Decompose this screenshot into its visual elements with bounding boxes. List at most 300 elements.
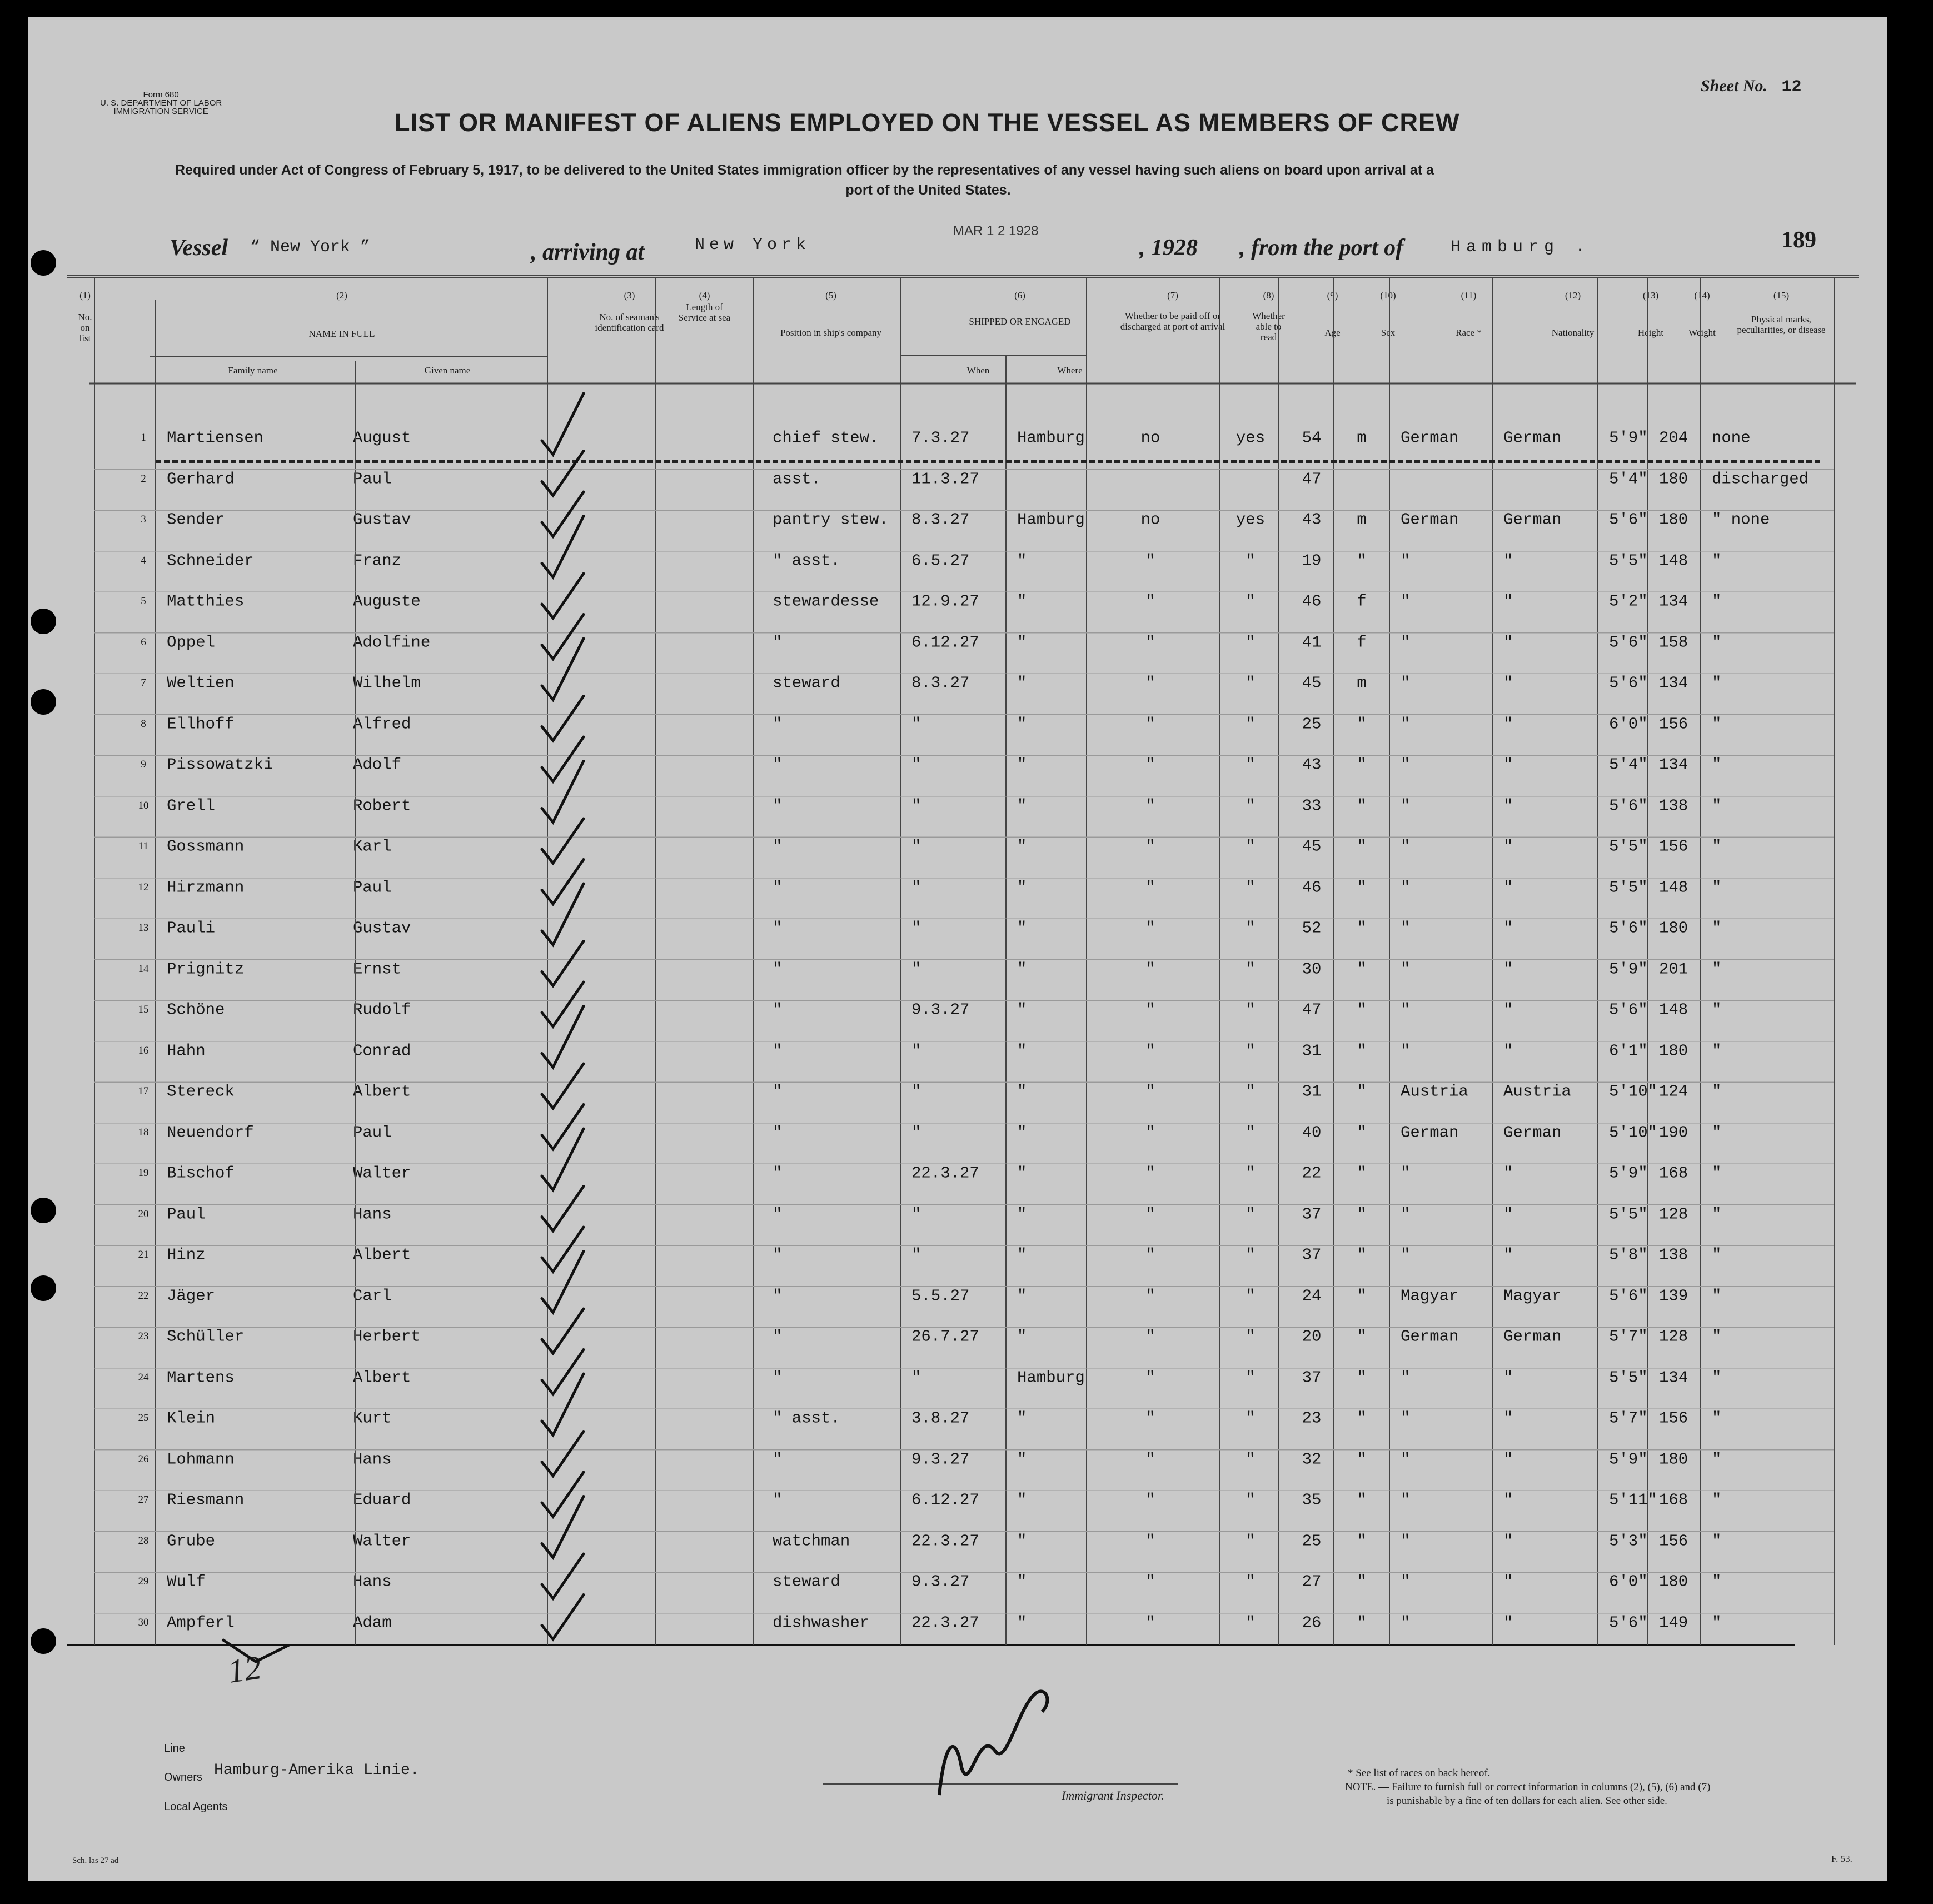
- cell-read: ": [1246, 1409, 1256, 1428]
- cell-n: 1: [141, 432, 146, 443]
- arriving-label: , arriving at: [531, 240, 645, 265]
- cell-height: 5'5": [1609, 837, 1648, 856]
- cell-race: ": [1401, 1041, 1411, 1060]
- cell-nationality: ": [1503, 1245, 1513, 1264]
- cell-race: ": [1401, 755, 1411, 774]
- cell-race: ": [1401, 1164, 1411, 1183]
- cell-age: 46: [1302, 878, 1322, 896]
- cell-paid: ": [1145, 1164, 1155, 1183]
- cell-sex: ": [1357, 1327, 1367, 1346]
- col4-header: (4) Length of Service at sea: [678, 290, 731, 323]
- cell-read: ": [1246, 1327, 1256, 1346]
- cell-race: ": [1401, 1572, 1411, 1591]
- cell-marks: ": [1712, 1409, 1722, 1428]
- cell-when: 9.3.27: [911, 1450, 970, 1468]
- col13-header: (13) Height: [1637, 290, 1664, 338]
- cell-height: 5'7": [1609, 1409, 1648, 1428]
- cell-where: ": [1017, 1082, 1027, 1101]
- cell-n: 19: [138, 1167, 149, 1179]
- cell-weight: 128: [1659, 1205, 1688, 1223]
- cell-paid: ": [1145, 919, 1155, 938]
- cell-n: 10: [138, 799, 149, 811]
- cell-nationality: ": [1503, 1164, 1513, 1183]
- cell-family: Matthies: [167, 592, 245, 611]
- cell-given: Carl: [353, 1287, 392, 1305]
- cell-height: 5'5": [1609, 551, 1648, 570]
- cell-position: ": [773, 1491, 783, 1509]
- cell-given: Eduard: [353, 1491, 411, 1509]
- cell-marks: ": [1712, 960, 1722, 978]
- cell-position: ": [773, 1205, 783, 1223]
- check-mark: [542, 516, 584, 577]
- cell-position: ": [773, 633, 783, 651]
- cell-sex: ": [1357, 796, 1367, 815]
- cell-given: Alfred: [353, 715, 411, 733]
- cell-height: 5'4": [1609, 755, 1648, 774]
- cell-height: 5'4": [1609, 470, 1648, 488]
- cell-when: 7.3.27: [911, 428, 970, 447]
- cell-read: ": [1246, 1205, 1256, 1223]
- cell-age: 19: [1302, 551, 1322, 570]
- check-mark: [542, 819, 584, 863]
- cell-n: 17: [138, 1085, 149, 1097]
- binder-hole: [31, 689, 56, 715]
- cell-nationality: ": [1503, 592, 1513, 611]
- cell-position: ": [773, 837, 783, 856]
- cell-family: Oppel: [167, 633, 216, 651]
- check-mark: [542, 696, 584, 741]
- check-mark: [542, 639, 584, 700]
- cell-given: Gustav: [353, 919, 411, 938]
- handwritten-mark: [222, 1639, 289, 1662]
- cell-where: ": [1017, 1245, 1027, 1264]
- cell-race: ": [1401, 551, 1411, 570]
- cell-height: 5'6": [1609, 633, 1648, 651]
- inspector-signature: [939, 1691, 1047, 1795]
- cell-position: ": [773, 1368, 783, 1387]
- cell-race: Austria: [1401, 1082, 1468, 1101]
- cell-given: Hans: [353, 1205, 392, 1223]
- cell-nationality: ": [1503, 1532, 1513, 1550]
- cell-where: ": [1017, 919, 1027, 938]
- cell-given: Albert: [353, 1082, 411, 1101]
- cell-given: Franz: [353, 551, 402, 570]
- cell-sex: ": [1357, 715, 1367, 733]
- check-mark: [542, 1374, 584, 1435]
- cell-paid: ": [1145, 1491, 1155, 1509]
- check-mark: [542, 574, 584, 618]
- col6-header: (6) SHIPPED OR ENGAGED: [969, 290, 1071, 327]
- col5-header: (5) Position in ship's company: [780, 290, 882, 338]
- cell-given: Herbert: [353, 1327, 421, 1346]
- cell-height: 5'6": [1609, 1613, 1648, 1632]
- cell-weight: 180: [1659, 470, 1688, 488]
- cell-where: ": [1017, 1164, 1027, 1183]
- col9-header: (9) Age: [1324, 290, 1341, 338]
- cell-height: 5'6": [1609, 919, 1648, 938]
- cell-sex: ": [1357, 1491, 1367, 1509]
- cell-marks: ": [1712, 592, 1722, 611]
- cell-family: Jäger: [167, 1287, 216, 1305]
- cell-race: ": [1401, 1409, 1411, 1428]
- cell-paid: ": [1145, 1572, 1155, 1591]
- cell-n: 18: [138, 1126, 149, 1138]
- cell-paid: no: [1140, 510, 1160, 529]
- cell-when: ": [911, 1368, 921, 1387]
- cell-when: ": [911, 1041, 921, 1060]
- cell-when: ": [911, 878, 921, 896]
- cell-sex: ": [1357, 755, 1367, 774]
- cell-family: Gerhard: [167, 470, 235, 488]
- col6-when: When: [966, 365, 990, 376]
- cell-read: ": [1246, 1491, 1256, 1509]
- cell-where: ": [1017, 796, 1027, 815]
- cell-n: 15: [138, 1004, 149, 1015]
- cell-nationality: ": [1503, 1205, 1513, 1223]
- cell-read: ": [1246, 1450, 1256, 1468]
- form-id: Form 680 U. S. DEPARTMENT OF LABOR IMMIGRATION SERVICE: [100, 90, 222, 116]
- cell-marks: discharged: [1712, 470, 1809, 488]
- binder-hole: [31, 1628, 56, 1654]
- cell-height: 5'6": [1609, 674, 1648, 692]
- cell-when: 6.12.27: [911, 633, 979, 651]
- cell-n: 7: [141, 677, 146, 689]
- cell-position: ": [773, 878, 783, 896]
- cell-age: 37: [1302, 1368, 1322, 1387]
- binder-hole: [31, 609, 56, 634]
- cell-marks: ": [1712, 633, 1722, 651]
- binder-hole: [31, 1198, 56, 1223]
- cell-paid: ": [1145, 837, 1155, 856]
- cell-marks: ": [1712, 674, 1722, 692]
- cell-when: ": [911, 715, 921, 733]
- list-number: 189: [1781, 227, 1816, 253]
- cell-position: ": [773, 1000, 783, 1019]
- cell-sex: ": [1357, 960, 1367, 978]
- cell-read: ": [1246, 837, 1256, 856]
- cell-given: August: [353, 428, 411, 447]
- cell-position: watchman: [773, 1532, 850, 1550]
- owners-value: Hamburg-Amerika Linie.: [214, 1762, 420, 1779]
- cell-n: 21: [138, 1249, 149, 1260]
- cell-race: ": [1401, 1245, 1411, 1264]
- cell-n: 8: [141, 717, 146, 730]
- cell-n: 2: [141, 472, 146, 485]
- cell-marks: ": [1712, 1572, 1722, 1591]
- cell-race: ": [1401, 1450, 1411, 1468]
- from-label: , from the port of: [1239, 235, 1404, 261]
- cell-family: Schneider: [167, 551, 254, 570]
- cell-height: 5'3": [1609, 1532, 1648, 1550]
- cell-where: Hamburg: [1017, 428, 1085, 447]
- cell-race: German: [1401, 510, 1459, 529]
- cell-where: ": [1017, 1041, 1027, 1060]
- cell-where: ": [1017, 1000, 1027, 1019]
- cell-where: ": [1017, 1613, 1027, 1632]
- check-mark: [542, 941, 584, 986]
- cell-nationality: ": [1503, 1450, 1513, 1468]
- cell-paid: ": [1145, 796, 1155, 815]
- cell-when: 22.3.27: [911, 1532, 979, 1550]
- cell-position: ": [773, 715, 783, 733]
- cell-height: 5'9": [1609, 960, 1648, 978]
- cell-race: German: [1401, 1327, 1459, 1346]
- cell-when: 6.5.27: [911, 551, 970, 570]
- cell-read: ": [1246, 1123, 1256, 1142]
- cell-position: asst.: [773, 470, 821, 488]
- cell-when: ": [911, 919, 921, 938]
- cell-nationality: ": [1503, 1041, 1513, 1060]
- print-code: Sch. las 27 ad: [72, 1856, 119, 1865]
- cell-paid: no: [1140, 428, 1160, 447]
- cell-position: ": [773, 1123, 783, 1142]
- cell-sex: ": [1357, 1245, 1367, 1264]
- cell-given: Albert: [353, 1368, 411, 1387]
- cell-position: pantry stew.: [773, 510, 889, 529]
- cell-read: ": [1246, 715, 1256, 733]
- cell-nationality: ": [1503, 1491, 1513, 1509]
- cell-age: 30: [1302, 960, 1322, 978]
- cell-height: 5'7": [1609, 1327, 1648, 1346]
- cell-weight: 180: [1659, 1572, 1688, 1591]
- cell-paid: ": [1145, 1327, 1155, 1346]
- cell-marks: ": [1712, 1164, 1722, 1183]
- cell-age: 31: [1302, 1082, 1322, 1101]
- cell-age: 47: [1302, 1000, 1322, 1019]
- cell-position: ": [773, 1327, 783, 1346]
- cell-marks: ": [1712, 1532, 1722, 1550]
- cell-n: 26: [138, 1453, 149, 1465]
- cell-nationality: ": [1503, 715, 1513, 733]
- cell-n: 20: [138, 1208, 149, 1220]
- cell-sex: ": [1357, 1082, 1367, 1101]
- cell-given: Adolfine: [353, 633, 431, 651]
- cell-weight: 134: [1659, 674, 1688, 692]
- cell-paid: ": [1145, 1205, 1155, 1223]
- check-mark: [542, 1595, 584, 1639]
- cell-nationality: ": [1503, 551, 1513, 570]
- cell-marks: ": [1712, 1082, 1722, 1101]
- cell-age: 52: [1302, 919, 1322, 938]
- cell-family: Ampferl: [167, 1613, 235, 1632]
- cell-paid: ": [1145, 1368, 1155, 1387]
- cell-where: Hamburg: [1017, 1368, 1085, 1387]
- cell-where: ": [1017, 633, 1027, 651]
- cell-weight: 190: [1659, 1123, 1688, 1142]
- cell-family: Grube: [167, 1532, 216, 1550]
- cell-read: ": [1246, 796, 1256, 815]
- cell-age: 25: [1302, 715, 1322, 733]
- cell-sex: ": [1357, 1287, 1367, 1305]
- cell-sex: m: [1357, 510, 1367, 529]
- cell-when: 26.7.27: [911, 1327, 979, 1346]
- cell-paid: ": [1145, 1409, 1155, 1428]
- check-mark: [542, 1309, 584, 1353]
- cell-sex: ": [1357, 1041, 1367, 1060]
- cell-weight: 180: [1659, 1450, 1688, 1468]
- col6-where: Where: [1057, 365, 1083, 376]
- cell-when: 12.9.27: [911, 592, 979, 611]
- cell-given: Conrad: [353, 1041, 411, 1060]
- cell-given: Adam: [353, 1613, 392, 1632]
- cell-height: 5'9": [1609, 1164, 1648, 1183]
- col10-header: (10) Sex: [1380, 290, 1396, 338]
- cell-n: 25: [138, 1412, 149, 1424]
- cell-given: Walter: [353, 1164, 411, 1183]
- cell-paid: ": [1145, 551, 1155, 570]
- cell-height: 5'6": [1609, 1000, 1648, 1019]
- cell-where: ": [1017, 1491, 1027, 1509]
- cell-age: 37: [1302, 1245, 1322, 1264]
- check-mark: [542, 393, 584, 455]
- cell-weight: 148: [1659, 1000, 1688, 1019]
- cell-family: Hahn: [167, 1041, 206, 1060]
- cell-age: 32: [1302, 1450, 1322, 1468]
- cell-read: ": [1246, 1572, 1256, 1591]
- cell-paid: ": [1145, 1450, 1155, 1468]
- cell-position: ": [773, 1041, 783, 1060]
- col12-header: (12) Nationality: [1551, 290, 1595, 338]
- cell-n: 28: [138, 1534, 149, 1547]
- year-field: , 1928: [1139, 235, 1198, 261]
- cell-weight: 138: [1659, 796, 1688, 815]
- cell-family: Pauli: [167, 919, 216, 938]
- cell-marks: ": [1712, 878, 1722, 896]
- cell-weight: 124: [1659, 1082, 1688, 1101]
- cell-sex: m: [1357, 428, 1367, 447]
- cell-paid: ": [1145, 960, 1155, 978]
- col2-family: Family name: [228, 365, 278, 376]
- cell-sex: ": [1357, 919, 1367, 938]
- cell-race: ": [1401, 1532, 1411, 1550]
- cell-marks: ": [1712, 1245, 1722, 1264]
- cell-age: 46: [1302, 592, 1322, 611]
- cell-family: Neuendorf: [167, 1123, 254, 1142]
- cell-race: ": [1401, 960, 1411, 978]
- col3-header: (3) No. of seaman's identification card: [595, 290, 664, 333]
- cell-sex: m: [1357, 674, 1367, 692]
- cell-read: ": [1246, 1368, 1256, 1387]
- cell-when: ": [911, 796, 921, 815]
- cell-marks: ": [1712, 1000, 1722, 1019]
- cell-weight: 138: [1659, 1245, 1688, 1264]
- cell-paid: ": [1145, 1000, 1155, 1019]
- cell-weight: 156: [1659, 837, 1688, 856]
- cell-family: Lohmann: [167, 1450, 235, 1468]
- cell-where: ": [1017, 1287, 1027, 1305]
- cell-marks: ": [1712, 837, 1722, 856]
- cell-age: 26: [1302, 1613, 1322, 1632]
- cell-nationality: ": [1503, 919, 1513, 938]
- cell-when: ": [911, 1245, 921, 1264]
- cell-race: ": [1401, 1491, 1411, 1509]
- cell-read: ": [1246, 919, 1256, 938]
- cell-paid: ": [1145, 633, 1155, 651]
- cell-family: Schüller: [167, 1327, 245, 1346]
- cell-paid: ": [1145, 1532, 1155, 1550]
- check-mark: [542, 1554, 584, 1598]
- cell-given: Wilhelm: [353, 674, 421, 692]
- cell-weight: 148: [1659, 878, 1688, 896]
- cell-read: ": [1246, 1245, 1256, 1264]
- cell-given: Hans: [353, 1572, 392, 1591]
- cell-n: 24: [138, 1371, 149, 1383]
- cell-weight: 158: [1659, 633, 1688, 651]
- cell-family: Pissowatzki: [167, 755, 273, 774]
- cell-nationality: ": [1503, 633, 1513, 651]
- cell-n: 9: [141, 759, 146, 770]
- cell-nationality: Austria: [1503, 1082, 1571, 1101]
- cell-paid: ": [1145, 1613, 1155, 1632]
- cell-height: 5'6": [1609, 1287, 1648, 1305]
- cell-nationality: ": [1503, 960, 1513, 978]
- cell-family: Martiensen: [167, 428, 264, 447]
- cell-age: 20: [1302, 1327, 1322, 1346]
- cell-age: 45: [1302, 837, 1322, 856]
- cell-age: 45: [1302, 674, 1322, 692]
- cell-height: 5'8": [1609, 1245, 1648, 1264]
- cell-family: Bischof: [167, 1164, 235, 1183]
- cell-weight: 134: [1659, 592, 1688, 611]
- cell-marks: ": [1712, 715, 1722, 733]
- cell-position: steward: [773, 1572, 840, 1591]
- cell-position: chief stew.: [773, 428, 879, 447]
- cell-family: Gossmann: [167, 837, 245, 856]
- cell-given: Hans: [353, 1450, 392, 1468]
- cell-marks: none: [1712, 428, 1751, 447]
- col2-header: (2) NAME IN FULL: [308, 290, 375, 339]
- cell-marks: ": [1712, 1287, 1722, 1305]
- cell-where: ": [1017, 715, 1027, 733]
- col15-header: (15) Physical marks, peculiarities, or disease: [1737, 290, 1826, 335]
- check-mark: [542, 761, 584, 823]
- check-mark: [542, 1006, 584, 1068]
- binder-hole: [31, 250, 56, 276]
- cell-marks: ": [1712, 919, 1722, 938]
- cell-age: 47: [1302, 470, 1322, 488]
- cell-family: Ellhoff: [167, 715, 235, 733]
- cell-read: ": [1246, 1000, 1256, 1019]
- cell-given: Walter: [353, 1532, 411, 1550]
- cell-height: 5'9": [1609, 428, 1648, 447]
- cell-given: Auguste: [353, 592, 421, 611]
- note-races: * See list of races on back hereof.: [1348, 1767, 1491, 1779]
- cell-where: ": [1017, 837, 1027, 856]
- cell-race: ": [1401, 633, 1411, 651]
- cell-weight: 149: [1659, 1613, 1688, 1632]
- inspector-label: Immigrant Inspector.: [1062, 1788, 1164, 1802]
- cell-where: ": [1017, 674, 1027, 692]
- col2-given: Given name: [424, 365, 471, 376]
- cell-given: Adolf: [353, 755, 402, 774]
- cell-height: 5'9": [1609, 1450, 1648, 1468]
- cell-paid: ": [1145, 592, 1155, 611]
- cell-family: Riesmann: [167, 1491, 245, 1509]
- cell-n: 16: [138, 1044, 149, 1056]
- cell-position: ": [773, 1082, 783, 1101]
- cell-read: ": [1246, 1041, 1256, 1060]
- cell-paid: ": [1145, 1245, 1155, 1264]
- cell-weight: 128: [1659, 1327, 1688, 1346]
- form-code: F. 53.: [1831, 1853, 1852, 1864]
- cell-sex: ": [1357, 878, 1367, 896]
- cell-family: Paul: [167, 1205, 206, 1223]
- col7-header: (7) Whether to be paid off or discharged at port of arrival: [1120, 290, 1225, 332]
- cell-weight: 156: [1659, 1532, 1688, 1550]
- cell-weight: 204: [1659, 428, 1688, 447]
- cell-nationality: ": [1503, 1409, 1513, 1428]
- cell-when: 22.3.27: [911, 1613, 979, 1632]
